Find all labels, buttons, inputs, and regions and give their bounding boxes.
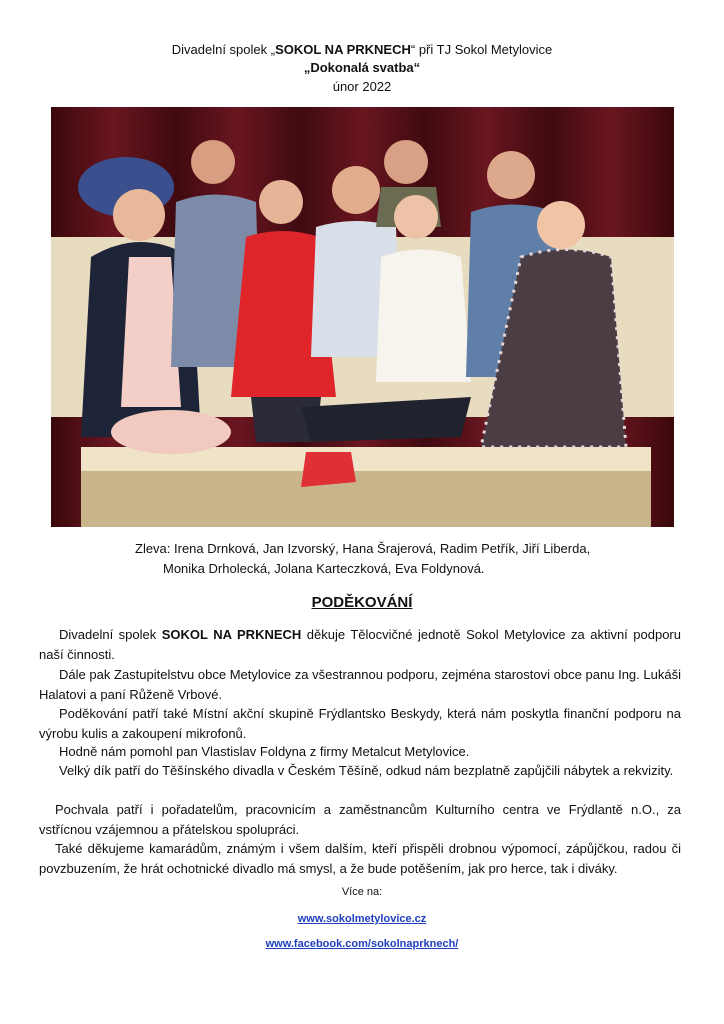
more-label: Více na: — [341, 886, 383, 898]
section-title: PODĚKOVÁNÍ — [311, 594, 413, 611]
paragraph-3 — [39, 704, 681, 743]
facebook-link[interactable]: www.facebook.com/sokolnaprknech/ — [265, 938, 459, 950]
ensemble-name: SOKOL NA PRKNECH — [275, 42, 411, 57]
cast-photo-illustration — [51, 107, 674, 527]
p1-ensemble: SOKOL NA PRKNECH — [161, 627, 302, 642]
p2-text: Dále pak Zastupitelstvu obce Metylovice za všestrannou podporu, zejména starostovi obce panu Ing. Lukáši Halatovi a paní Růženě Vrbové. — [39, 667, 681, 702]
play-title: „Dokonalá svatba“ — [303, 60, 421, 75]
paragraph-4 — [39, 742, 681, 762]
paragraph-6 — [39, 800, 681, 839]
p1-rest: děkuje Tělocvičné jednotě Sokol Metylovice za aktivní podporu naší činnosti. — [39, 627, 681, 662]
paragraph-5 — [39, 761, 681, 781]
paragraph-1 — [39, 625, 681, 664]
cast-photo — [51, 107, 674, 527]
paragraph-7 — [39, 839, 681, 878]
header-line — [0, 41, 724, 59]
header-suffix: “ při TJ Sokol Metylovice — [410, 42, 553, 57]
p4-text: Hodně nám pomohl pan Vlastislav Foldyna z firmy Metalcut Metylovice. — [59, 744, 470, 759]
p5-text: Velký dík patří do Těšínského divadla v Českém Těšíně, odkud nám bezplatně zapůjčili nábytek a rekvizity. — [59, 763, 674, 778]
header-prefix: Divadelní spolek „ — [171, 42, 276, 57]
p1-prefix: Divadelní spolek — [59, 627, 162, 642]
p6-text: Pochvala patří i pořadatelům, pracovnicím a zaměstnancům Kulturního centra ve Frýdlantě n.O., za vstřícnou vzájemnou a přátelskou spolupráci. — [39, 802, 681, 837]
caption-line-1: Zleva: Irena Drnková, Jan Izvorský, Hana Šrajerová, Radim Petřík, Jiří Liberda, — [135, 541, 591, 556]
paragraph-2 — [39, 665, 681, 704]
p3-text: Poděkování patří také Místní akční skupině Frýdlantsko Beskydy, která nám poskytla finanční podporu na výrobu kulis a zakoupení mikrofonů. — [39, 706, 681, 741]
p7-text: Také děkujeme kamarádům, známým i všem dalším, kteří přispěli drobnou výpomocí, zápůjčkou, radou či povzbuzením, že hrát ochotnické divadlo má smysl, a že bude potěšením, jak pro herce, tak i diváky. — [39, 841, 681, 876]
caption-line-2: Monika Drholecká, Jolana Karteczková, Eva Foldynová. — [163, 561, 485, 576]
website-link[interactable]: www.sokolmetylovice.cz — [297, 913, 427, 925]
performance-date: únor 2022 — [332, 79, 392, 94]
